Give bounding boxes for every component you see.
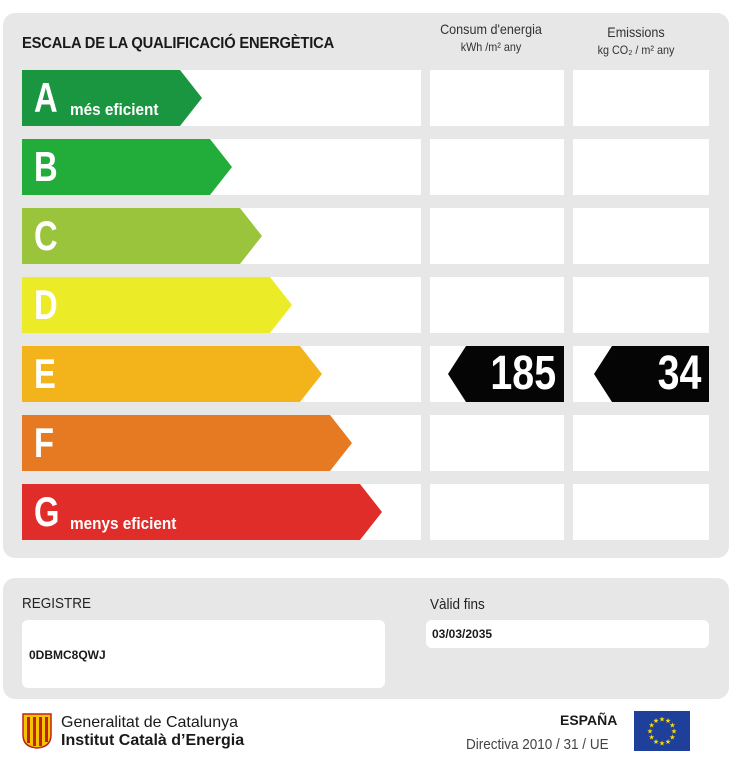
org-line-2: Institut Català d’Energia <box>61 732 245 749</box>
emissions-cell <box>573 139 709 195</box>
eu-star-icon: ★ <box>664 717 672 726</box>
rating-arrow-e <box>22 346 322 402</box>
rating-arrow-c <box>22 208 262 264</box>
eu-star-icon: ★ <box>652 717 660 726</box>
emissions-label: Emissions <box>607 24 665 40</box>
consumption-cell <box>430 484 564 540</box>
scale-title: ESCALA DE LA QUALIFICACIÓ ENERGÈTICA <box>22 35 335 52</box>
emissions-cell <box>573 484 709 540</box>
eu-star-icon: ★ <box>658 739 666 748</box>
rating-letter: D <box>34 281 58 328</box>
consumption-cell <box>430 70 564 126</box>
directive-label: Directiva 2010 / 31 / UE <box>466 736 609 753</box>
registre-value: 0DBMC8QWJ <box>29 648 106 662</box>
eu-star-icon: ★ <box>669 733 676 742</box>
eu-flag-icon <box>634 711 690 751</box>
rating-letter: B <box>34 143 58 190</box>
badge-value: 34 <box>657 347 701 400</box>
emissions-cell <box>573 208 709 264</box>
eu-star-icon: ★ <box>670 727 678 736</box>
eu-star-icon: ★ <box>652 737 660 746</box>
rating-letter: C <box>34 212 58 259</box>
rating-letter: G <box>34 488 60 535</box>
consumption-cell <box>430 139 564 195</box>
rating-note: menys eficient <box>70 514 177 533</box>
eu-star-icon: ★ <box>646 727 654 736</box>
org-line-1: Generalitat de Catalunya <box>61 714 238 731</box>
emissions-value-badge <box>594 346 709 402</box>
eu-star-icon: ★ <box>648 721 655 730</box>
registre-label: REGISTRE <box>22 595 92 612</box>
rating-letter: A <box>34 74 58 121</box>
emissions-cell <box>573 415 709 471</box>
consumption-cell <box>430 277 564 333</box>
catalonia-emblem-icon <box>22 713 52 749</box>
emissions-cell <box>573 70 709 126</box>
consumption-value-badge <box>448 346 564 402</box>
rating-arrow-b <box>22 139 232 195</box>
valid-label: Vàlid fins <box>430 596 485 613</box>
badge-value: 185 <box>490 347 556 400</box>
emissions-header <box>580 24 692 57</box>
eu-star-icon: ★ <box>669 721 676 730</box>
rating-arrow-f <box>22 415 352 471</box>
country-label: ESPAÑA <box>560 712 618 728</box>
consumption-cell <box>430 208 564 264</box>
consumption-header <box>436 21 546 54</box>
consumption-cell <box>430 415 564 471</box>
rating-arrow-a <box>22 70 202 126</box>
rating-arrow-d <box>22 277 292 333</box>
rating-arrow-g <box>22 484 382 540</box>
eu-star-icon: ★ <box>664 737 672 746</box>
valid-value: 03/03/2035 <box>432 627 493 641</box>
rating-letter: E <box>34 350 56 397</box>
eu-star-icon: ★ <box>648 733 655 742</box>
eu-star-icon: ★ <box>658 715 666 724</box>
rating-note: més eficient <box>70 100 159 119</box>
emissions-unit: kg CO₂ / m² any <box>597 43 675 57</box>
consumption-unit: kWh /m² any <box>460 40 522 54</box>
rating-letter: F <box>34 419 55 466</box>
consumption-label: Consum d'energia <box>440 21 542 37</box>
emissions-cell <box>573 277 709 333</box>
